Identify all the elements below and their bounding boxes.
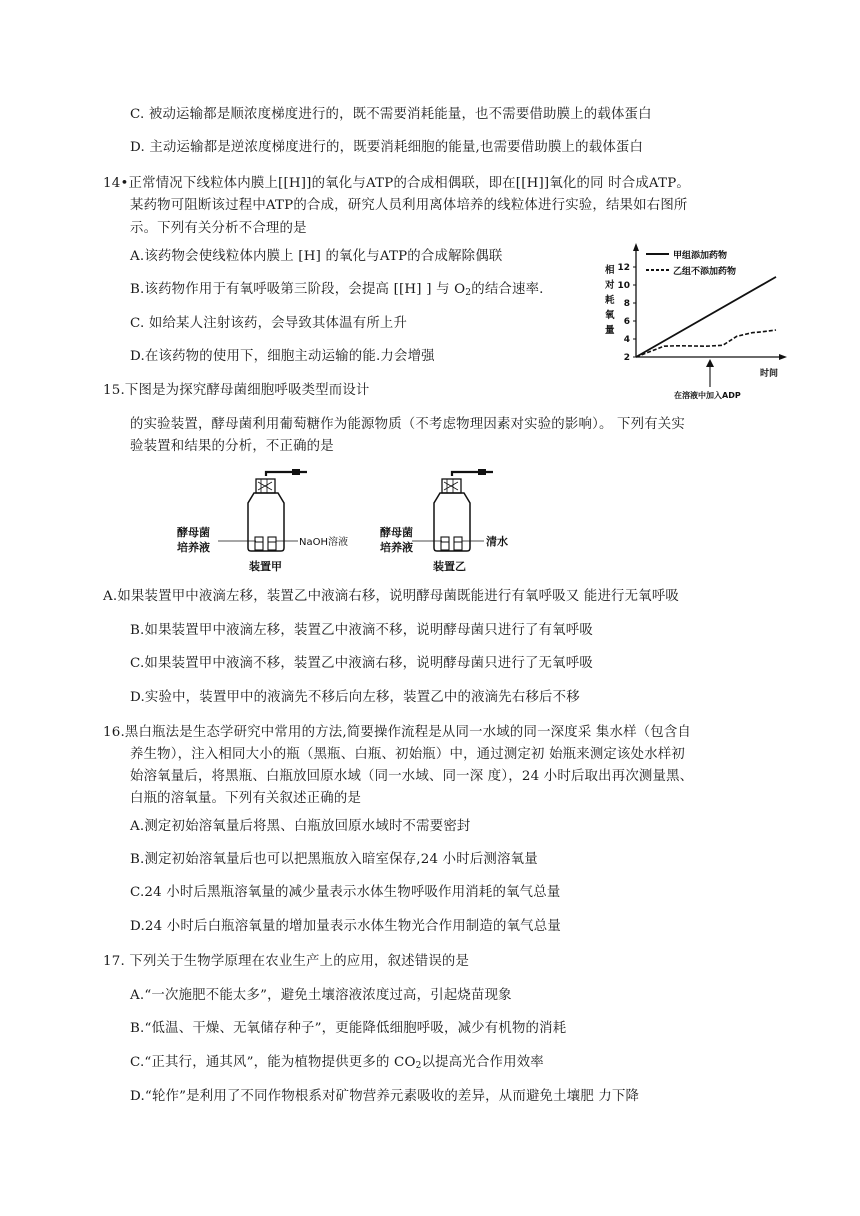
- q16-option-a: A.测定初始溶氧量后将黑、白瓶放回原水域时不需要密封: [130, 819, 471, 834]
- apparatus-b-cup-1: [441, 537, 449, 550]
- q16-option-b: B.测定初始溶氧量后也可以把黑瓶放入暗室保存,24 小时后测溶氧量: [130, 852, 538, 867]
- q15-stem-line-3: 验装置和结果的分析，不正确的是: [130, 439, 334, 454]
- apparatus-b-label-1: 酵母菌: [380, 526, 413, 539]
- apparatus-a-flask: [248, 493, 284, 551]
- apparatus-a-label-2: 培养液: [177, 541, 210, 554]
- q15-apparatus-figure: [176, 466, 528, 576]
- q14-stem-line-2: 某药物可阻断该过程中ATP的合成，研究人员利用离体培养的线粒体进行实验，结果如右图所: [130, 198, 688, 213]
- chart-legend: [646, 249, 736, 277]
- apparatus-b-flask: [434, 493, 470, 551]
- q14-option-a: A.该药物会使线粒体内膜上 [H] 的氧化与ATP的合成解除偶联: [130, 249, 503, 264]
- apparatus-b: [412, 469, 493, 551]
- y-tick-label-2: 6: [623, 317, 630, 327]
- apparatus-a-solution: NaOH溶液: [299, 537, 348, 548]
- y-tick-label-4: 10: [617, 281, 630, 291]
- y-tick-label-0: 2: [623, 353, 630, 363]
- chart-annotation: 在溶液中加入ADP: [674, 391, 741, 400]
- q17-option-d: D.“轮作”是利用了不同作物根系对矿物营养元素吸收的差异，从而避免土壤肥 力下降: [130, 1089, 640, 1104]
- legend-series-2: 乙组不添加药物: [673, 267, 737, 277]
- q15-option-b: B.如果装置甲中液滴左移，装置乙中液滴不移，说明酵母菌只进行了有氧呼吸: [130, 623, 593, 638]
- q14-option-b-subscript: 2: [465, 288, 472, 298]
- ylabel-char-5: 量: [605, 325, 615, 336]
- x-axis-arrow: [779, 354, 787, 360]
- q15-stem-line-1: 15.下图是为探究酵母菌细胞呼吸类型而设计: [103, 383, 370, 398]
- q17-option-c-tail: 以提高光合作用效率: [421, 1055, 544, 1070]
- ylabel-char-4: 氧: [605, 310, 615, 321]
- apparatus-a-caption: 装置甲: [249, 560, 282, 573]
- annotation-arrow-head: [706, 359, 714, 367]
- apparatus-a-cup-2: [268, 537, 276, 550]
- series-line-2: [636, 330, 776, 357]
- q17-option-b: B.“低温、干燥、无氧储存种子”，更能降低细胞呼吸，减少有机物的消耗: [130, 1021, 567, 1036]
- apparatus-a-cup-1: [255, 537, 263, 550]
- q16-stem-line-3: 始溶氧量后，将黑瓶、白瓶放回原水域（同一水域、同一深 度），24 小时后取出再次测量黑、: [130, 769, 694, 784]
- apparatus-a: [218, 469, 307, 551]
- q17-option-a: A.“一次施肥不能太多”，避免土壤溶液浓度过高，引起烧苗现象: [130, 988, 512, 1003]
- q17-stem: 17. 下列关于生物学原理在农业生产上的应用，叙述错误的是: [103, 954, 470, 969]
- q16-stem-line-1: 16.黑白瓶法是生态学研究中常用的方法,简要操作流程是从同一水域的同一深度采 集水样（包含自: [103, 725, 692, 740]
- q17-option-c-text: C.“正其行，通其风”，能为植物提供更多的 CO: [130, 1055, 416, 1070]
- q16-stem-line-4: 白瓶的溶氧量。下列有关叙述正确的是: [130, 791, 362, 806]
- q15-option-a: A.如果装置甲中液滴左移，装置乙中液滴右移，说明酵母菌既能进行有氧呼吸又 能进行无氧呼吸: [103, 589, 679, 604]
- apparatus-a-tube: [266, 472, 307, 476]
- apparatus-b-cup-2: [454, 537, 462, 550]
- q14-option-c: C. 如给某人注射该药，会导致其体温有所上升: [130, 316, 408, 331]
- legend-series-1: 甲组添加药物: [673, 251, 728, 261]
- y-axis-arrow: [633, 243, 639, 251]
- y-tick-label-3: 8: [623, 299, 630, 309]
- ylabel-char-2: 对: [605, 280, 615, 291]
- apparatus-b-label-2: 培养液: [380, 541, 413, 554]
- apparatus-b-droplet: [478, 469, 486, 475]
- ylabel-char-3: 耗: [605, 295, 615, 306]
- q14-stem-line-3: 示。下列有关分析不合理的是: [130, 221, 307, 236]
- q15-stem-line-2: 的实验装置，酵母菌利用葡萄糖作为能源物质（不考虑物理因素对实验的影响）。 下列有关实: [130, 417, 685, 432]
- q17-option-c-subscript: 2: [415, 1061, 422, 1071]
- q13-option-c: C. 被动运输都是顺浓度梯度进行的，既不需要消耗能量，也不需要借助膜上的载体蛋白: [130, 107, 652, 122]
- q14-option-b-text: B.该药物作用于有氧呼吸第三阶段，会提高 [[H] ] 与 O: [130, 282, 466, 297]
- q16-stem-line-2: 养生物），注入相同大小的瓶（黑瓶、白瓶、初始瓶）中，通过测定初 始瓶来测定该处水样初: [130, 747, 685, 762]
- q16-option-c: C.24 小时后黑瓶溶氧量的减少量表示水体生物呼吸作用消耗的氧气总量: [130, 885, 561, 900]
- q14-option-b: [130, 283, 544, 298]
- y-tick-label-1: 4: [623, 335, 630, 345]
- apparatus-b-solution: 清水: [486, 535, 508, 548]
- chart-xlabel: 时间: [760, 369, 779, 379]
- q14-option-d: D.在该药物的使用下，细胞主动运输的能.力会增强: [130, 349, 435, 364]
- series-line-1: [636, 277, 776, 357]
- q15-option-c: C.如果装置甲中液滴不移，装置乙中液滴右移，说明酵母菌只进行了无氧呼吸: [130, 656, 593, 671]
- y-tick-label-5: 12: [617, 263, 630, 273]
- q14-stem-line-1: 14•正常情况下线粒体内膜上[[H]]的氧化与ATP的合成相偶联，即在[[H]]氧化的同 时合成ATP。: [103, 176, 690, 191]
- apparatus-b-caption: 装置乙: [433, 560, 466, 573]
- q13-option-d: D. 主动运输都是逆浓度梯度进行的，既要消耗细胞的能量,也需要借助膜上的载体蛋白: [130, 140, 644, 155]
- ylabel-char-1: 相: [605, 265, 615, 276]
- q14-option-b-tail: 的结合速率.: [471, 282, 544, 297]
- q16-option-d: D.24 小时后白瓶溶氧量的增加量表示水体生物光合作用制造的氧气总量: [130, 919, 561, 934]
- q15-option-d: D.实验中，装置甲中的液滴先不移后向左移，装置乙中的液滴先右移后不移: [130, 690, 580, 705]
- q17-option-c: [130, 1056, 544, 1071]
- apparatus-b-tube: [452, 472, 493, 476]
- q14-oxygen-chart: [596, 240, 792, 402]
- apparatus-a-label-1: 酵母菌: [177, 526, 210, 539]
- apparatus-a-droplet: [292, 469, 300, 475]
- chart-ylabel: [604, 264, 615, 336]
